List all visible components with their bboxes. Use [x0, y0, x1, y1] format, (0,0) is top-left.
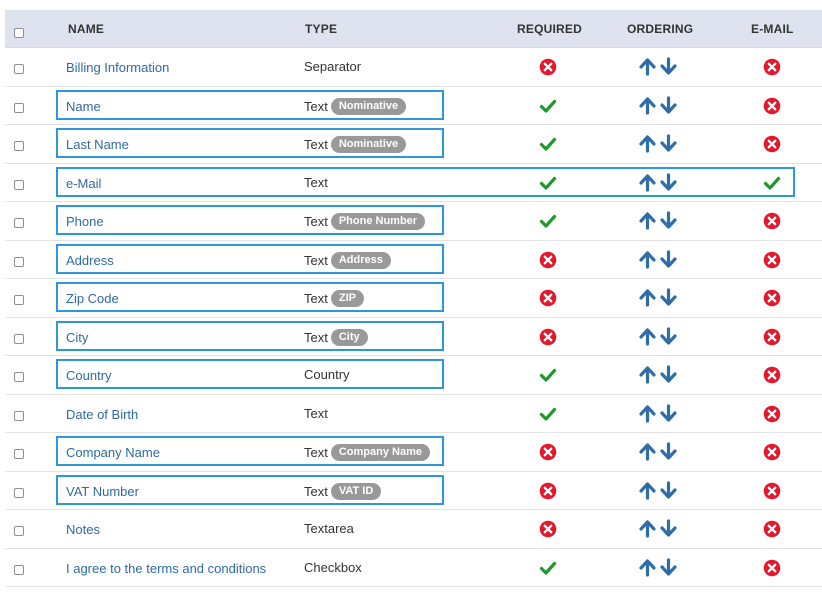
- move-down-arrow-down-icon[interactable]: [659, 404, 678, 423]
- move-up-arrow-up-icon[interactable]: [638, 134, 657, 153]
- move-down-arrow-down-icon[interactable]: [659, 442, 678, 461]
- field-type-badge: ZIP: [331, 290, 364, 307]
- table-row: [5, 125, 822, 164]
- required-cross-icon[interactable]: [539, 251, 557, 269]
- email-cross-icon[interactable]: [763, 482, 781, 500]
- required-check-icon[interactable]: [539, 135, 557, 153]
- field-type-badge: Company Name: [331, 444, 430, 461]
- field-type: [304, 59, 361, 74]
- table-row: [5, 48, 822, 87]
- ordering-controls: [638, 57, 680, 75]
- field-name-link[interactable]: Name: [66, 98, 101, 114]
- required-cross-icon[interactable]: [539, 443, 557, 461]
- required-cross-icon[interactable]: [539, 289, 557, 307]
- row-checkbox[interactable]: [14, 103, 24, 113]
- field-type-label: Country: [304, 367, 350, 382]
- table-row: [5, 356, 822, 395]
- email-cross-icon[interactable]: [763, 135, 781, 153]
- email-cross-icon[interactable]: [763, 251, 781, 269]
- select-all-checkbox[interactable]: [14, 28, 24, 38]
- move-up-arrow-up-icon[interactable]: [638, 173, 657, 192]
- move-up-arrow-up-icon[interactable]: [638, 327, 657, 346]
- move-down-arrow-down-icon[interactable]: [659, 288, 678, 307]
- field-type-badge: City: [331, 329, 368, 346]
- table-row: [5, 549, 822, 588]
- ordering-controls: [638, 96, 680, 114]
- ordering-controls: [638, 481, 680, 499]
- row-checkbox[interactable]: [14, 295, 24, 305]
- field-type: [304, 521, 354, 536]
- move-down-arrow-down-icon[interactable]: [659, 134, 678, 153]
- move-down-arrow-down-icon[interactable]: [659, 519, 678, 538]
- move-up-arrow-up-icon[interactable]: [638, 519, 657, 538]
- field-type-label: Text: [304, 214, 328, 229]
- table-row: [5, 318, 822, 357]
- fields-table: [5, 10, 822, 587]
- move-down-arrow-down-icon[interactable]: [659, 57, 678, 76]
- ordering-controls: [638, 250, 680, 268]
- field-type-label: Text: [304, 252, 328, 268]
- field-type-label: Text: [304, 174, 328, 190]
- field-type: [304, 213, 425, 230]
- move-up-arrow-up-icon[interactable]: [638, 57, 657, 76]
- field-name-link[interactable]: Phone: [66, 214, 104, 229]
- required-check-icon[interactable]: [539, 97, 557, 115]
- ordering-controls: [638, 211, 680, 229]
- field-name-link[interactable]: Zip Code: [66, 291, 119, 306]
- row-checkbox[interactable]: [14, 218, 24, 228]
- field-type-label: Text: [304, 483, 328, 499]
- field-name-link[interactable]: Notes: [66, 522, 100, 537]
- ordering-controls: [638, 327, 680, 345]
- table-row: [5, 202, 822, 241]
- move-up-arrow-up-icon[interactable]: [638, 558, 657, 577]
- field-type-badge: Phone Number: [331, 213, 425, 230]
- row-checkbox[interactable]: [14, 64, 24, 74]
- column-header-email[interactable]: E-MAIL: [751, 22, 794, 36]
- field-type-badge: Nominative: [331, 136, 406, 153]
- field-type: [304, 483, 381, 500]
- table-row: [5, 433, 822, 472]
- move-up-arrow-up-icon[interactable]: [638, 404, 657, 423]
- table-row: [5, 510, 822, 549]
- required-cross-icon[interactable]: [539, 520, 557, 538]
- field-type: [304, 175, 328, 190]
- move-up-arrow-up-icon[interactable]: [638, 250, 657, 269]
- row-checkbox[interactable]: [14, 334, 24, 344]
- move-up-arrow-up-icon[interactable]: [638, 481, 657, 500]
- field-type-label: Text: [304, 137, 328, 152]
- column-header-type[interactable]: TYPE: [305, 22, 338, 36]
- table-row: [5, 395, 822, 434]
- email-cross-icon[interactable]: [763, 289, 781, 307]
- row-checkbox[interactable]: [14, 180, 24, 190]
- field-name-link[interactable]: VAT Number: [66, 483, 139, 499]
- required-check-icon[interactable]: [539, 366, 557, 384]
- field-type: [304, 560, 362, 575]
- column-header-required[interactable]: REQUIRED: [517, 22, 582, 36]
- field-name-link[interactable]: Last Name: [66, 137, 129, 152]
- table-row: [5, 279, 822, 318]
- field-type: [304, 367, 350, 382]
- ordering-controls: [638, 173, 680, 191]
- email-cross-icon[interactable]: [763, 405, 781, 423]
- table-row: [5, 164, 822, 203]
- field-type: [304, 444, 430, 461]
- field-name-link[interactable]: Date of Birth: [66, 406, 139, 422]
- table-body: [5, 48, 822, 587]
- field-type: [304, 329, 368, 346]
- move-up-arrow-up-icon[interactable]: [638, 211, 657, 230]
- field-type-label: Text: [304, 405, 328, 421]
- required-check-icon[interactable]: [539, 559, 557, 577]
- required-cross-icon[interactable]: [539, 328, 557, 346]
- email-check-icon[interactable]: [763, 174, 781, 192]
- ordering-controls: [638, 558, 680, 576]
- field-type: [304, 406, 328, 421]
- move-down-arrow-down-icon[interactable]: [659, 481, 678, 500]
- field-type: [304, 252, 391, 269]
- field-type-label: Text: [304, 291, 328, 306]
- row-checkbox[interactable]: [14, 449, 24, 459]
- field-type-label: Checkbox: [304, 559, 362, 575]
- field-type-badge: VAT ID: [331, 483, 381, 500]
- field-type: [304, 136, 406, 153]
- move-down-arrow-down-icon[interactable]: [659, 558, 678, 577]
- email-cross-icon[interactable]: [763, 58, 781, 76]
- row-checkbox[interactable]: [14, 141, 24, 151]
- column-header-ordering: ORDERING: [627, 22, 694, 36]
- field-type-label: Text: [304, 445, 328, 460]
- field-type-label: Text: [304, 98, 328, 114]
- row-checkbox[interactable]: [14, 526, 24, 536]
- field-type: [304, 290, 364, 307]
- email-cross-icon[interactable]: [763, 328, 781, 346]
- field-name-link[interactable]: I agree to the terms and conditions: [66, 560, 267, 576]
- field-type-label: Textarea: [304, 521, 354, 536]
- field-type-badge: Address: [331, 252, 391, 269]
- email-cross-icon[interactable]: [763, 559, 781, 577]
- field-type-badge: Nominative: [331, 98, 406, 115]
- email-cross-icon[interactable]: [763, 443, 781, 461]
- move-down-arrow-down-icon[interactable]: [659, 327, 678, 346]
- email-cross-icon[interactable]: [763, 366, 781, 384]
- move-down-arrow-down-icon[interactable]: [659, 173, 678, 192]
- ordering-controls: [638, 442, 680, 460]
- row-checkbox[interactable]: [14, 488, 24, 498]
- required-check-icon[interactable]: [539, 212, 557, 230]
- row-checkbox[interactable]: [14, 411, 24, 421]
- field-type-label: Text: [304, 329, 328, 345]
- email-cross-icon[interactable]: [763, 520, 781, 538]
- row-checkbox[interactable]: [14, 372, 24, 382]
- field-type: [304, 98, 406, 115]
- ordering-controls: [638, 288, 680, 306]
- field-name-link[interactable]: City: [66, 329, 89, 345]
- row-highlight-box: [56, 321, 444, 351]
- move-down-arrow-down-icon[interactable]: [659, 96, 678, 115]
- move-down-arrow-down-icon[interactable]: [659, 211, 678, 230]
- ordering-controls: [638, 404, 680, 422]
- row-checkbox[interactable]: [14, 565, 24, 575]
- ordering-controls: [638, 519, 680, 537]
- field-name-link[interactable]: Country: [66, 368, 112, 383]
- required-cross-icon[interactable]: [539, 58, 557, 76]
- field-name-link[interactable]: Billing Information: [66, 60, 170, 75]
- table-row: [5, 241, 822, 280]
- required-check-icon[interactable]: [539, 405, 557, 423]
- move-down-arrow-down-icon[interactable]: [659, 365, 678, 384]
- row-highlight-box: [56, 167, 795, 197]
- email-cross-icon[interactable]: [763, 97, 781, 115]
- field-name-link[interactable]: e-Mail: [66, 175, 102, 191]
- required-cross-icon[interactable]: [539, 482, 557, 500]
- field-name-link[interactable]: Address: [66, 252, 114, 268]
- field-type-label: Separator: [304, 59, 362, 74]
- move-up-arrow-up-icon[interactable]: [638, 288, 657, 307]
- row-checkbox[interactable]: [14, 257, 24, 267]
- table-row: [5, 472, 822, 511]
- row-highlight-box: [56, 359, 444, 389]
- table-row: [5, 87, 822, 126]
- table-header: [5, 10, 822, 48]
- move-down-arrow-down-icon[interactable]: [659, 250, 678, 269]
- email-cross-icon[interactable]: [763, 212, 781, 230]
- ordering-controls: [638, 134, 680, 152]
- required-check-icon[interactable]: [539, 174, 557, 192]
- move-up-arrow-up-icon[interactable]: [638, 365, 657, 384]
- field-name-link[interactable]: Company Name: [66, 445, 160, 460]
- ordering-controls: [638, 365, 680, 383]
- column-header-name[interactable]: NAME: [68, 22, 105, 36]
- move-up-arrow-up-icon[interactable]: [638, 442, 657, 461]
- move-up-arrow-up-icon[interactable]: [638, 96, 657, 115]
